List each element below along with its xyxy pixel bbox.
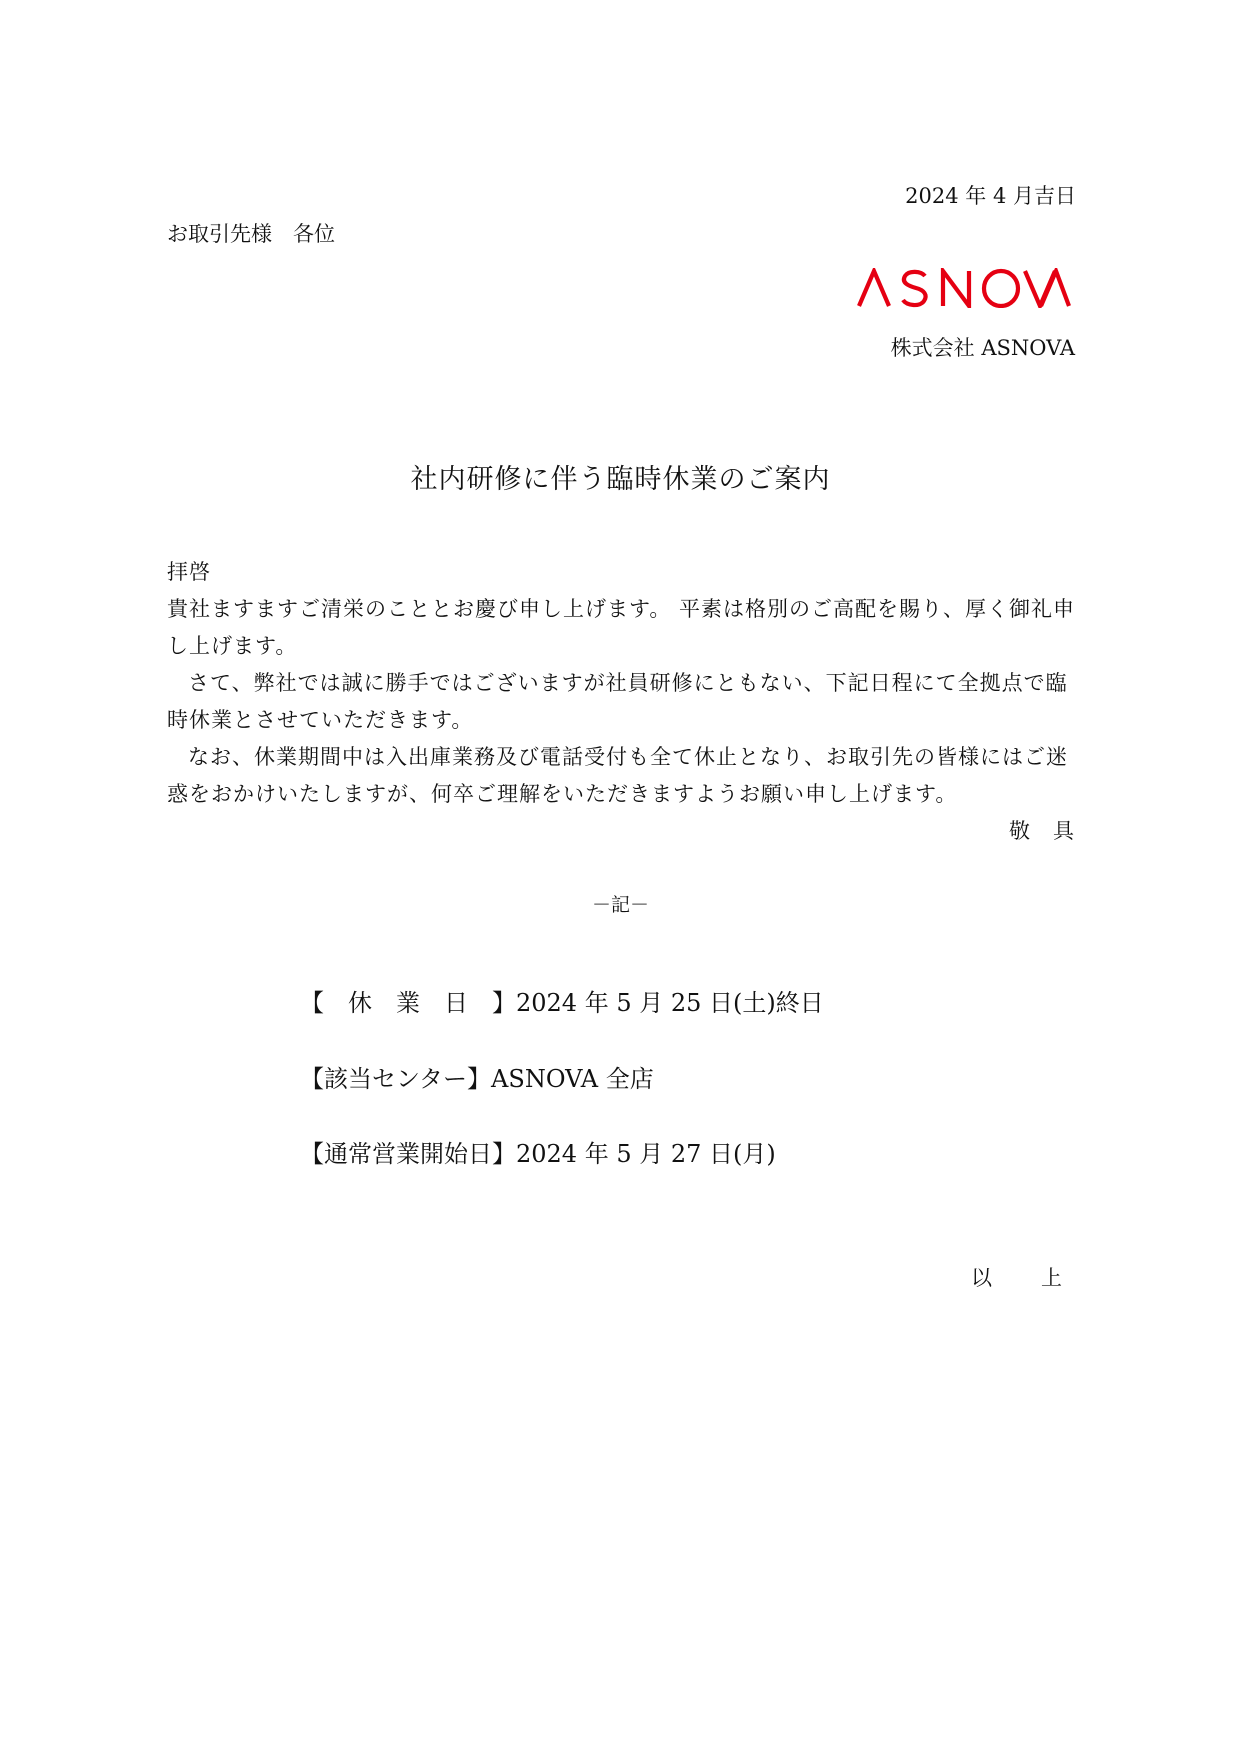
detail-value: 2024 年 5 月 27 日(月) [516, 1140, 776, 1168]
detail-row-reopen-date [300, 1134, 776, 1169]
closing-salutation: 敬 具 [1009, 819, 1075, 843]
detail-label: 【該当センター】 [300, 1065, 492, 1093]
opening-salutation: 拝啓 [167, 560, 211, 584]
detail-label: 【 休 業 日 】 [300, 989, 516, 1017]
detail-row-closure-date [300, 983, 824, 1018]
company-name: 株式会社 ASNOVA [890, 336, 1075, 360]
detail-label: 【通常営業開始日】 [300, 1140, 516, 1168]
body-paragraph-3: なお、休業期間中は入出庫業務及び電話受付も全て休止となり、お取引先の皆様にはご迷惑をおかけいたしますが、何卒ご理解をいただきますようお願い申し上げます。 [167, 745, 1068, 806]
detail-value: 2024 年 5 月 25 日(土)終日 [516, 989, 824, 1017]
document-title: 社内研修に伴う臨時休業のご案内 [410, 464, 831, 495]
body-paragraph-2: さて、弊社では誠に勝手ではございますが社員研修にともない、下記日程にて全拠点で臨時休業とさせていただきます。 [167, 671, 1068, 732]
ijo-closing: 以 上 [971, 1266, 1076, 1290]
company-logo [857, 268, 1071, 308]
document-date: 2024 年 4 月吉日 [905, 184, 1076, 208]
body-paragraph-1: 貴社ますますご清栄のこととお慶び申し上げます。 平素は格別のご高配を賜り、厚く御礼申し上げます。 [167, 597, 1075, 658]
letter-body [167, 554, 1075, 850]
detail-row-center [300, 1059, 654, 1094]
detail-value: ASNOVA 全店 [491, 1065, 654, 1093]
recipient-line: お取引先様 各位 [167, 222, 335, 246]
ki-heading: －記－ [591, 894, 649, 916]
